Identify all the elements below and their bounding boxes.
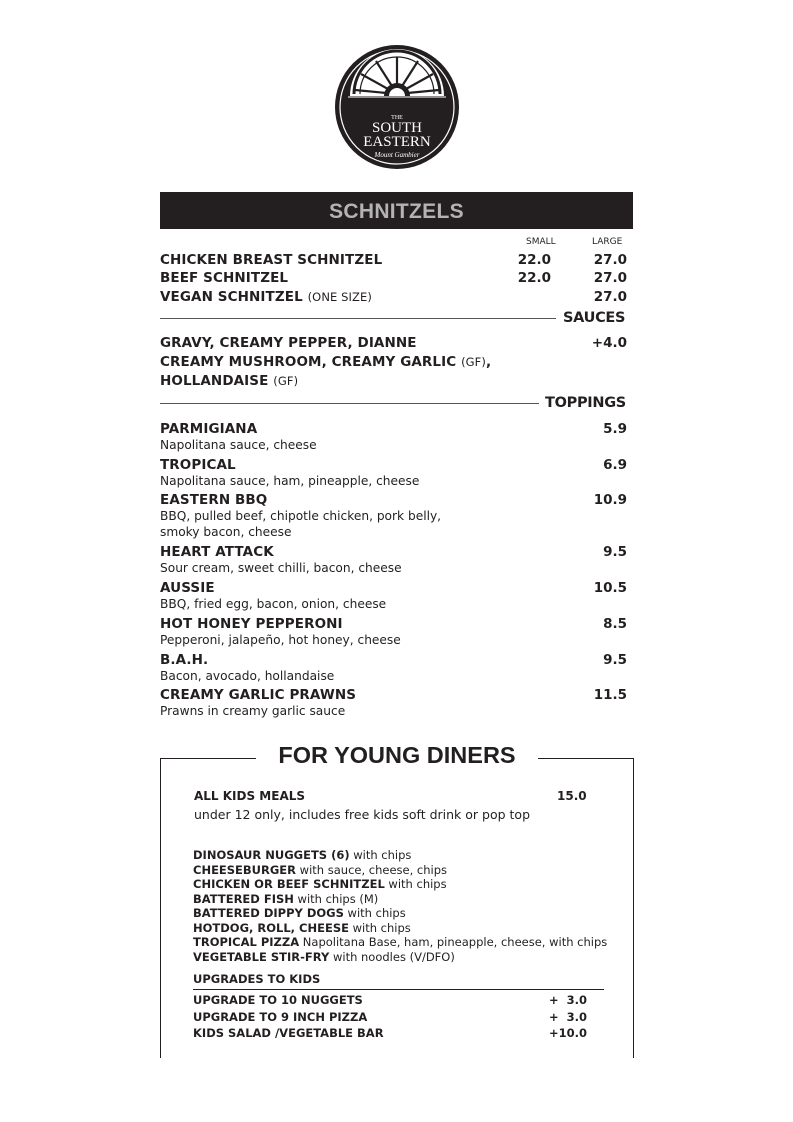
topping-item — [160, 421, 627, 453]
topping-price: 8.5 — [603, 616, 627, 632]
kids-meal-detail: with chips — [343, 906, 406, 920]
price-large: 27.0 — [593, 289, 627, 305]
kids-meal-item — [193, 935, 607, 949]
all-kids-meals-label: ALL KIDS MEALS — [194, 789, 306, 803]
kids-meal-item — [193, 906, 406, 920]
topping-description-2: smoky bacon, cheese — [160, 525, 292, 539]
column-header-large: LARGE — [592, 237, 623, 247]
topping-description: Bacon, avocado, hollandaise — [160, 669, 335, 683]
upgrade-price: +10.0 — [548, 1026, 587, 1040]
price-small: 22.0 — [517, 270, 551, 286]
sauces-line-2 — [160, 354, 491, 370]
topping-item — [160, 457, 627, 489]
sauces-gf-note: (GF) — [273, 374, 299, 388]
upgrades-title: UPGRADES TO KIDS — [193, 972, 321, 986]
topping-price: 9.5 — [603, 544, 627, 560]
upgrade-row — [193, 993, 587, 1007]
menu-item-row — [160, 289, 627, 307]
kids-meal-detail: with chips — [349, 848, 412, 862]
topping-price: 9.5 — [603, 652, 627, 668]
all-kids-meals-price: 15.0 — [557, 789, 587, 803]
topping-name: CREAMY GARLIC PRAWNS — [160, 687, 357, 703]
upgrade-name: KIDS SALAD /VEGETABLE BAR — [193, 1026, 384, 1040]
sauces-line-3 — [160, 373, 298, 389]
topping-description: Napolitana sauce, ham, pineapple, cheese — [160, 474, 420, 488]
toppings-divider — [160, 403, 539, 404]
topping-description: Prawns in creamy garlic sauce — [160, 704, 346, 718]
menu-item-row — [160, 252, 627, 270]
item-note: (ONE SIZE) — [307, 290, 372, 304]
topping-price: 10.9 — [593, 492, 627, 508]
sauces-price: +4.0 — [591, 335, 627, 351]
restaurant-logo — [334, 44, 460, 170]
upgrade-price: + 3.0 — [548, 1010, 587, 1024]
kids-meal-item — [193, 877, 447, 891]
item-name: BEEF SCHNITZEL — [160, 270, 289, 286]
upgrade-name: UPGRADE TO 10 NUGGETS — [193, 993, 363, 1007]
sauces-row — [160, 354, 627, 372]
topping-item — [160, 652, 627, 684]
toppings-title: TOPPINGS — [545, 395, 626, 411]
topping-name: EASTERN BBQ — [160, 492, 268, 508]
topping-name: HEART ATTACK — [160, 544, 274, 560]
topping-name: B.A.H. — [160, 652, 209, 668]
item-name-text: VEGAN SCHNITZEL — [160, 289, 303, 305]
topping-description: Pepperoni, jalapeño, hot honey, cheese — [160, 633, 401, 647]
kids-meal-detail: Napolitana Base, ham, pineapple, cheese, with chips — [299, 935, 608, 949]
topping-name: PARMIGIANA — [160, 421, 258, 437]
menu-item-row — [160, 270, 627, 288]
kids-meal-name: VEGETABLE STIR-FRY — [193, 950, 330, 964]
sauces-comma: , — [485, 354, 492, 370]
kids-meal-name: CHEESEBURGER — [193, 863, 297, 877]
kids-top-border-right — [538, 758, 633, 759]
topping-price: 6.9 — [603, 457, 627, 473]
topping-item — [160, 492, 627, 540]
topping-item — [160, 687, 627, 719]
topping-item — [160, 616, 627, 648]
kids-meal-detail: with noodles (V/DFO) — [329, 950, 455, 964]
topping-name: AUSSIE — [160, 580, 215, 596]
kids-meal-item — [193, 863, 447, 877]
item-name — [160, 289, 372, 305]
topping-item — [160, 580, 627, 612]
upgrade-price: + 3.0 — [548, 993, 587, 1007]
sauces-title: SAUCES — [563, 310, 626, 326]
kids-meal-item — [193, 921, 411, 935]
kids-meal-detail: with sauce, cheese, chips — [296, 863, 448, 877]
topping-price: 11.5 — [593, 687, 627, 703]
price-large: 27.0 — [593, 270, 627, 286]
sauces-line-2-text: CREAMY MUSHROOM, CREAMY GARLIC — [160, 354, 457, 370]
kids-meal-item — [193, 892, 378, 906]
schnitzels-banner — [160, 192, 633, 229]
sauces-row — [160, 335, 627, 353]
sauces-line-1: GRAVY, CREAMY PEPPER, DIANNE — [160, 335, 417, 351]
price-large: 27.0 — [593, 252, 627, 268]
kids-top-border-left — [160, 758, 256, 759]
kids-meal-detail: with chips — [348, 921, 411, 935]
topping-description: Sour cream, sweet chilli, bacon, cheese — [160, 561, 402, 575]
upgrade-name: UPGRADE TO 9 INCH PIZZA — [193, 1010, 368, 1024]
sauces-line-3-text: HOLLANDAISE — [160, 373, 269, 389]
topping-item — [160, 544, 627, 576]
kids-meal-detail: with chips (M) — [293, 892, 379, 906]
kids-meal-detail: with chips — [384, 877, 447, 891]
kids-section-title: FOR YOUNG DINERS — [268, 742, 526, 769]
topping-description: BBQ, pulled beef, chipotle chicken, pork belly, — [160, 509, 442, 523]
topping-price: 5.9 — [603, 421, 627, 437]
item-name: CHICKEN BREAST SCHNITZEL — [160, 252, 383, 268]
kids-meal-name: DINOSAUR NUGGETS (6) — [193, 848, 350, 862]
column-header-small: SMALL — [526, 237, 556, 247]
kids-meal-name: BATTERED DIPPY DOGS — [193, 906, 344, 920]
kids-meal-name: CHICKEN OR BEEF SCHNITZEL — [193, 877, 385, 891]
kids-meal-name: HOTDOG, ROLL, CHEESE — [193, 921, 349, 935]
logo-the: THE — [391, 115, 403, 121]
upgrade-row — [193, 1010, 587, 1024]
kids-meal-item — [193, 950, 455, 964]
schnitzels-title: SCHNITZELS — [329, 200, 464, 223]
all-kids-meals-note: under 12 only, includes free kids soft drink or pop top — [194, 807, 531, 822]
topping-name: TROPICAL — [160, 457, 236, 473]
logo-location: Mount Gambier — [374, 151, 420, 159]
sauces-divider — [160, 318, 556, 319]
sauces-row — [160, 373, 627, 391]
upgrade-row — [193, 1026, 587, 1040]
sauces-gf-note: (GF) — [461, 355, 486, 369]
topping-description: BBQ, fried egg, bacon, onion, cheese — [160, 597, 387, 611]
logo-eastern: EASTERN — [363, 134, 431, 150]
topping-price: 10.5 — [593, 580, 627, 596]
logo-south: SOUTH — [371, 120, 422, 136]
price-small: 22.0 — [517, 252, 551, 268]
kids-meal-item — [193, 848, 411, 862]
kids-meal-name: BATTERED FISH — [193, 892, 294, 906]
kids-meal-name: TROPICAL PIZZA — [193, 935, 300, 949]
topping-name: HOT HONEY PEPPERONI — [160, 616, 343, 632]
topping-description: Napolitana sauce, cheese — [160, 438, 317, 452]
upgrades-divider — [193, 989, 604, 990]
